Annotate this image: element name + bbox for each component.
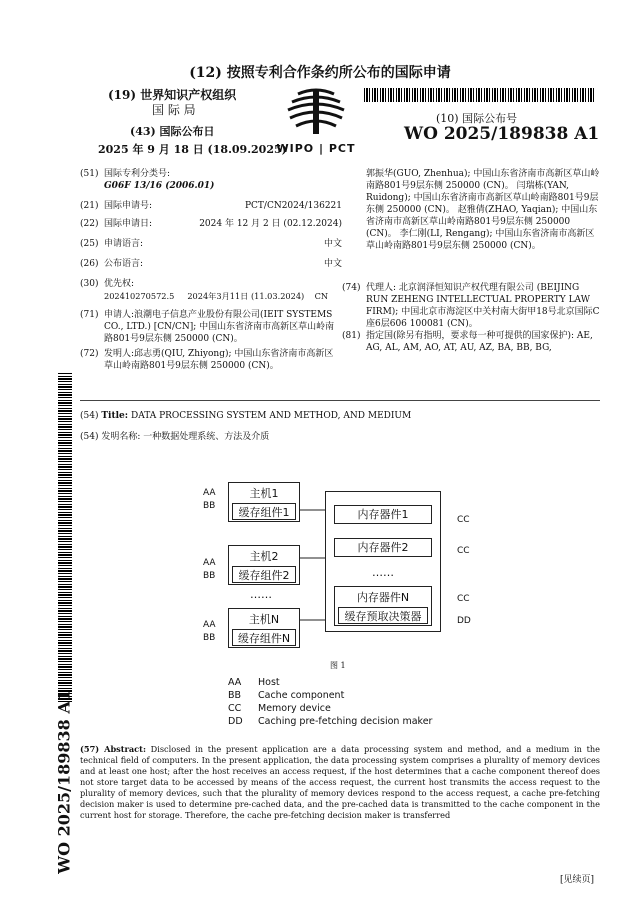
label-bb-2: BB [203, 571, 216, 581]
abstract-text: Disclosed in the present application are a data processing system and method, and a medium in the technical field of computers. In the present application, the data processing system comprises a plurality of memory devices and at least one host; after the host receives an access request, if the host determines that a cache component thereof does not store target data to be accessed by means of the access request, the current host transmits the access request to the plurality of memory devices, such that the plurality of memory devices respond to the access request, a cache pre-fetching decision maker is used to determine pre-cached data, and the pre-cached data is transmitted to the cache component in the current host for storage. Therefore, the cache pre-fetching decision maker is transferred [80, 744, 600, 820]
legend-row: BB Cache component [228, 690, 345, 701]
bib-81-code: (81) [342, 331, 361, 341]
bib-51-value: G06F 13/16 (2006.01) [104, 181, 215, 191]
bib-72-label: 发明人: [104, 349, 135, 359]
label-bb-1: BB [203, 501, 216, 511]
bib-21-value: PCT/CN2024/136221 [244, 201, 342, 211]
bib-21-label: 国际申请号: [104, 201, 153, 211]
bib-22-value: 2024 年 12 月 2 日 (02.12.2024) [199, 219, 342, 229]
host-2-label: 主机2 [249, 550, 279, 563]
bib-22-label: 国际申请日: [104, 219, 153, 229]
label-aa-1: AA [203, 488, 216, 498]
cache-1-box: 缓存组件1 [232, 503, 296, 520]
title-zh-code: (54) [80, 432, 99, 442]
label-cc-1: CC [457, 515, 470, 525]
bib-71 [104, 309, 342, 345]
title-en-value: DATA PROCESSING SYSTEM AND METHOD, AND MEDIUM [130, 411, 412, 421]
cache-n-box: 缓存组件N [232, 629, 296, 646]
bib-25-label: 申请语言: [104, 239, 144, 249]
bib-25-value: 中文 [323, 239, 342, 249]
bib-72-value: 邱志勇(QIU, Zhiyong); 中国山东省济南市高新区草山岭南路801号9层东侧 250000 (CN)。 [104, 349, 334, 371]
bib-26-value: 中文 [323, 259, 342, 269]
dots-left: …… [250, 588, 272, 601]
decider-box: 缓存预取决策器 [338, 607, 428, 624]
bib-26-label: 公布语言: [104, 259, 144, 269]
host-n-box [228, 608, 300, 648]
pub-date: 2025 年 9 月 18 日 (18.09.2025) [98, 143, 287, 156]
bib-30-value: 202410270572.5 2024年3月11日 (11.03.2024) CN [104, 291, 329, 301]
label-cc-2: CC [457, 546, 470, 556]
divider [80, 400, 600, 401]
bib-right-inventors: 郭振华(GUO, Zhenhua); 中国山东省济南市高新区草山岭南路801号9层东侧 250000 (CN)。 闫瑞栋(YAN, Ruidong); 中国山东省济南市高新区草山岭南路801号9层东侧 250000 (CN)。 赵雅倩(ZHAO, Yaqian); 中国山东省济南市高新区草山岭南路801号9层东侧 250000 (CN)。 李仁刚(LI, Rengang); 中国山东省济南市高新区草山岭南路801号9层东侧 250000 (CN)。 [366, 169, 600, 251]
legend-row: CC Memory device [228, 703, 331, 714]
document-title: (12) 按照专利合作条约所公布的国际申请 [189, 65, 451, 81]
figure-caption: 图 1 [330, 661, 346, 670]
bib-51-code: (51) [80, 169, 99, 179]
host-2-box [228, 545, 300, 585]
label-aa-n: AA [203, 620, 216, 630]
bib-74-agent: 代理人: 北京润泽恒知识产权代理有限公司 (BEIJING RUN ZEHENG INTELLECTUAL PROPERTY LAW FIRM); 中国北京市海淀区中关村南大街甲18号北京国际C座6层606 100081 (CN)。 [366, 283, 600, 329]
cache-2-box: 缓存组件2 [232, 566, 296, 583]
memory-2-box: 内存器件2 [334, 538, 432, 557]
side-pub-number: WO 2025/189838 A1 [54, 690, 74, 874]
bib-71-value: 浪潮电子信息产业股份有限公司(IEIT SYSTEMS CO., LTD.) [CN/CN]; 中国山东省济南市高新区草山岭南路801号9层东侧 250000 (CN)。 [104, 310, 335, 344]
bib-71-label: 申请人: [104, 310, 135, 320]
label-bb-n: BB [203, 633, 216, 643]
legend [228, 676, 432, 728]
title-zh [80, 431, 269, 443]
bib-26-code: (26) [80, 259, 99, 269]
bib-81-states: 指定国(除另有指明，要求每一种可提供的国家保护): AE, AG, AL, AM, AO, AT, AU, AZ, BA, BB, BG, [366, 331, 593, 353]
bib-51-label: 国际专利分类号: [104, 169, 171, 179]
bib-left [80, 168, 342, 371]
org-line-2: 国 际 局 [152, 103, 196, 117]
title-zh-label: 发明名称: [101, 432, 141, 442]
bib-72-code: (72) [80, 349, 99, 359]
title-en [80, 410, 411, 422]
pub-number: WO 2025/189838 A1 [404, 124, 600, 144]
title-zh-value: 一种数据处理系统、方法及介质 [143, 432, 270, 442]
bib-71-code: (71) [80, 310, 99, 320]
bib-25-code: (25) [80, 239, 99, 249]
label-cc-n: CC [457, 594, 470, 604]
wipo-pct-text: WIPO | PCT [276, 142, 356, 155]
memory-n-label: 内存器件N [356, 591, 410, 604]
bib-30-label: 优先权: [104, 279, 135, 289]
title-en-label: Title: [101, 411, 129, 421]
label-aa-2: AA [203, 558, 216, 568]
host-n-label: 主机N [248, 613, 280, 626]
bib-21-code: (21) [80, 201, 99, 211]
memory-n-box [334, 586, 432, 626]
legend-row: DD Caching pre-fetching decision maker [228, 716, 433, 727]
title-en-code: (54) [80, 411, 99, 421]
host-1-label: 主机1 [249, 487, 279, 500]
barcode-top [364, 88, 596, 102]
bib-74-code: (74) [342, 283, 361, 293]
legend-row: AA Host [228, 677, 280, 688]
abstract [80, 744, 600, 821]
memory-1-box: 内存器件1 [334, 505, 432, 524]
bib-30-code: (30) [80, 279, 99, 289]
wipo-logo [276, 86, 356, 158]
bib-22-code: (22) [80, 219, 99, 229]
dots-right: …… [372, 566, 394, 579]
pub-date-label: (43) 国际公布日 [130, 125, 215, 138]
bib-72 [104, 348, 342, 372]
figure-connectors [0, 470, 640, 670]
host-1-box [228, 482, 300, 522]
pub-no-label: (10) 国际公布号 [436, 112, 518, 125]
abstract-label: (57) Abstract: [80, 744, 146, 754]
label-dd: DD [457, 616, 471, 626]
org-line-1: (19) 世界知识产权组织 [108, 88, 237, 102]
wipo-emblem-icon [276, 86, 356, 138]
continued-note: [见续页] [560, 875, 595, 885]
